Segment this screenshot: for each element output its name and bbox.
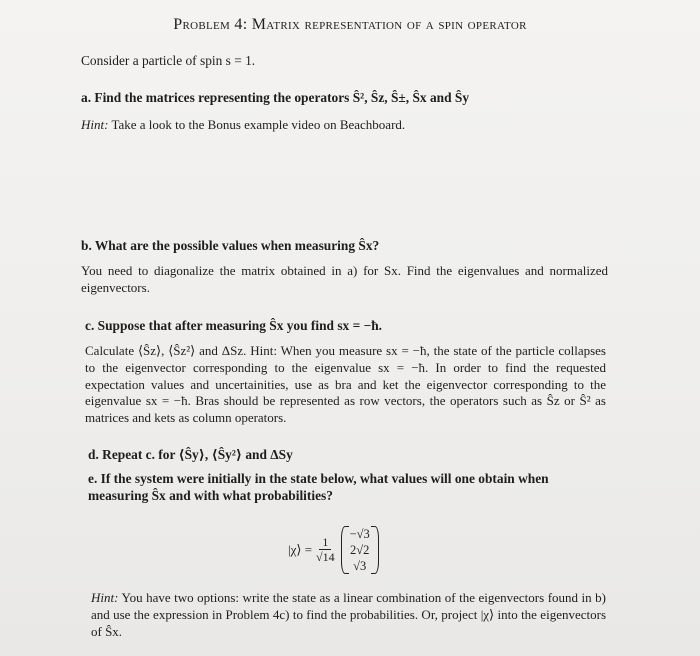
part-e-hint <box>91 590 606 640</box>
vector-entry: √3 <box>353 559 367 573</box>
intro-text: Consider a particle of spin s = 1. <box>81 53 256 68</box>
hint-label: Hint: <box>81 117 109 132</box>
hint-text: Take a look to the Bonus example video on Beachboard. <box>108 117 406 132</box>
ket-label: |χ⟩ = <box>288 542 313 557</box>
hint-label: Hint: <box>91 590 119 605</box>
vector-entry: 2√2 <box>350 543 370 557</box>
fraction-numerator: 1 <box>319 535 331 550</box>
part-a-hint <box>81 117 405 133</box>
state-equation <box>288 520 379 580</box>
hint-text: You have two options: write the state as a linear combination of the eigenvectors found in b) and use the expression in Problem 4c) to find the probabilities. Or, project |χ⟩ into the eigenvectors of Ŝx. <box>91 590 606 639</box>
part-a-heading: a. Find the matrices representing the operators Ŝ², Ŝz, Ŝ±, Ŝx and Ŝy <box>81 90 470 105</box>
vector-entry: −√3 <box>349 527 370 541</box>
normalization-fraction <box>316 535 335 565</box>
part-c-text: Calculate ⟨Ŝz⟩, ⟨Ŝz²⟩ and ΔSz. Hint: When you measure sx = −ħ, the state of the particle collapses to the eigenvector corresponding to the eigenvalue sx = −ħ. In order to find the requested expectation values and uncertainities, use as bra and ket the eigenvector corresponding to the eigenvalue sx = −ħ. Bras should be represented as row vectors, the operators such as Ŝz or Ŝ² as matrices and kets as column operators. <box>85 343 606 426</box>
part-c-heading: c. Suppose that after measuring Ŝx you find sx = −ħ. <box>85 318 382 333</box>
problem-title: Problem 4: Matrix representation of a spin operator <box>173 16 527 33</box>
part-e-heading-line1: e. If the system were initially in the state below, what values will one obtain when <box>88 471 549 486</box>
part-e-heading-line2: measuring Ŝx and with what probabilities? <box>88 488 333 503</box>
part-b-heading: b. What are the possible values when measuring Ŝx? <box>81 238 380 253</box>
part-d-heading: d. Repeat c. for ⟨Ŝy⟩, ⟨Ŝy²⟩ and ΔSy <box>88 447 293 462</box>
part-b-text: You need to diagonalize the matrix obtained in a) for Sx. Find the eigenvalues and normalized eigenvectors. <box>81 263 608 295</box>
fraction-denominator: √14 <box>316 550 335 564</box>
column-vector <box>341 526 379 574</box>
